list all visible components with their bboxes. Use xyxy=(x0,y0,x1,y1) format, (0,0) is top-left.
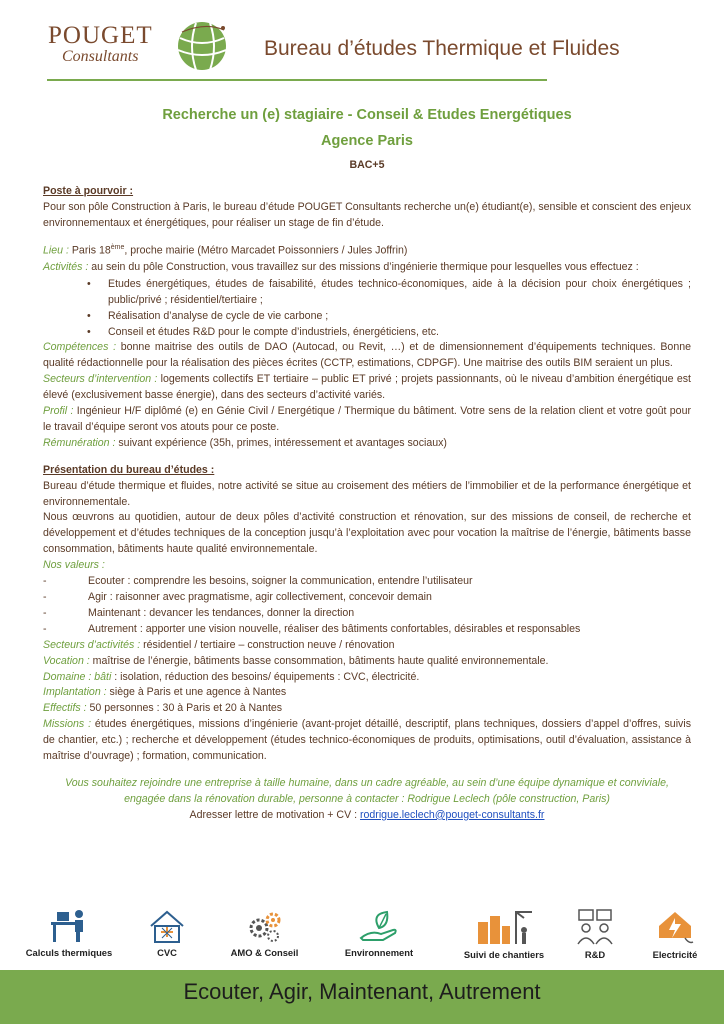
profil-value: Ingénieur H/F diplômé (e) en Génie Civil / Energétique / Thermique du bâtiment. Votre sens de la relation client et votre goût pour le travail d’équipe seront vos atouts pour ce poste. xyxy=(43,405,691,433)
lieu-line xyxy=(43,240,691,259)
research-team-icon xyxy=(575,908,615,946)
valeurs-label: Nos valeurs : xyxy=(43,559,105,572)
services-icon-row xyxy=(22,908,712,970)
presentation-paragraph-1: Bureau d’étude thermique et fluides, notre activité se situe au croisement des métiers de l’immobilier et de la performance énergétique et environnementale. xyxy=(43,479,691,508)
service-calculs-thermiques xyxy=(22,908,116,958)
footer-banner xyxy=(0,970,724,1024)
lieu-value: Paris 18 xyxy=(68,244,111,257)
effectifs-line xyxy=(43,701,691,717)
company-logo xyxy=(48,18,228,74)
effectifs-label: Effectifs : xyxy=(43,702,87,715)
globe-icon xyxy=(166,18,226,74)
presentation-paragraph-2: Nous œuvrons au quotidien, autour de deux pôles d’activité construction et rénovation, sur des missions de conseil, de recherche et développement et d’études techniques de la conception jusqu’à l’exploitation avec pour vocation la maîtrise de l’énergie, bâtiments basse consommation, bâtiments haute qualité environnementale. xyxy=(43,511,691,556)
list-item: • Conseil et études R&D pour le compte d’industriels, énergéticiens, etc. xyxy=(87,325,691,341)
job-posting xyxy=(43,108,691,824)
contact-line xyxy=(43,808,691,824)
implantation-value: siège à Paris et une agence à Nantes xyxy=(106,686,287,699)
service-label: R&D xyxy=(584,949,606,960)
list-item: • Etudes énergétiques, études de faisabilité, études technico-économiques, aide à la décision pour choix énergétiques ; public/privé ; résidentiel/tertiaire ; xyxy=(87,277,691,309)
footer-slogan: Ecouter, Agir, Maintenant, Autrement xyxy=(183,979,541,1004)
remuneration-value: suivant expérience (35h, primes, intéressement et avantages sociaux) xyxy=(115,436,447,449)
vocation-label: Vocation : xyxy=(43,654,90,667)
service-suivi-chantiers xyxy=(454,908,554,960)
service-electricite xyxy=(642,908,708,960)
missions-label: Missions : xyxy=(43,718,92,731)
poste-intro: Pour son pôle Construction à Paris, le bureau d’étude POUGET Consultants recherche un(e) étudiant(e), sensible et conscient des enjeux environnementaux et énergétiques, pour réaliser un stage de fin d’étude. xyxy=(43,200,691,229)
implantation-line xyxy=(43,685,691,701)
domaine-line xyxy=(43,670,691,686)
secteurs-intervention-label: Secteurs d’intervention : xyxy=(43,373,158,386)
hand-leaf-icon xyxy=(357,908,401,944)
service-amo-conseil xyxy=(217,908,312,958)
list-item: - Autrement : apporter une vision nouvelle, réaliser des bâtiments confortables, désirables et responsables xyxy=(43,622,691,638)
profil-line xyxy=(43,404,691,436)
missions-value: études énergétiques, missions d’ingénierie (avant-projet détaillé, descriptif, plans techniques, dossiers d’appel d’offres, suivis de chantier, etc.) ; recherche et développement (études technico-économiques de produits, optimisations, outil d’évaluation, assistance à maîtrise d’ouvrage) ; formation, communication. xyxy=(43,718,691,763)
logo-wordmark: POUGET xyxy=(48,22,153,49)
activites-label: Activités : xyxy=(43,260,89,273)
activites-value: au sein du pôle Construction, vous travaillez sur des missions d’ingénierie thermique pour lesquelles vous effectuez : xyxy=(88,260,639,273)
hvac-house-icon xyxy=(147,908,187,944)
section-heading-poste: Poste à pourvoir : xyxy=(43,184,134,197)
closing-invitation: Vous souhaitez rejoindre une entreprise à taille humaine, dans un cadre agréable, au sein d’une équipe dynamique et conviviale, engagée dans la rénovation durable, personne à contacter : Rodrigue Leclech (pôle construction, Paris) xyxy=(65,776,669,805)
list-item: - Ecouter : comprendre les besoins, soigner la communication, entendre l’utilisateur xyxy=(43,574,691,590)
service-label: Suivi de chantiers xyxy=(463,949,545,960)
lieu-label: Lieu : xyxy=(43,244,69,257)
remuneration-label: Rémunération : xyxy=(43,436,116,449)
vocation-value: maîtrise de l’énergie, bâtiments basse consommation, bâtiments haute qualité environnementale. xyxy=(89,654,549,667)
lieu-detail: , proche mairie (Métro Marcadet Poissonniers / Jules Joffrin) xyxy=(124,244,408,257)
secteurs-intervention-line xyxy=(43,372,691,404)
secteurs-activites-label: Secteurs d’activités : xyxy=(43,638,141,651)
service-label: Environnement xyxy=(344,947,414,958)
house-plug-icon xyxy=(655,908,695,946)
person-at-desk-icon xyxy=(49,908,89,944)
service-rd xyxy=(570,908,620,960)
lieu-superscript: ème xyxy=(110,244,125,252)
secteurs-activites-line xyxy=(43,638,691,654)
profil-label: Profil : xyxy=(43,405,74,418)
secteurs-activites-value: résidentiel / tertiaire – construction neuve / rénovation xyxy=(140,638,395,651)
domaine-label: Domaine : bâti xyxy=(43,670,112,683)
list-item: - Maintenant : devancer les tendances, donner la direction xyxy=(43,606,691,622)
implantation-label: Implantation : xyxy=(43,686,107,699)
remuneration-line xyxy=(43,436,691,452)
service-label: Electricité xyxy=(652,949,698,960)
posting-title: Recherche un (e) stagiaire - Conseil & Etudes Energétiques xyxy=(162,107,572,123)
competences-line xyxy=(43,340,691,372)
header-divider xyxy=(47,79,547,81)
vocation-line xyxy=(43,654,691,670)
competences-value: bonne maitrise des outils de DAO (Autocad, ou Revit, …) et de dimensionnement d’équipements techniques. Bonne qualité rédactionnelle pour la réalisation des pièces écrites (CCTP, estimations, CDPGF). Une maitrise des outils BIM seraient un plus. xyxy=(43,341,691,370)
education-level: BAC+5 xyxy=(349,158,385,171)
effectifs-value: 50 personnes : 30 à Paris et 20 à Nantes xyxy=(86,702,283,715)
service-label: Calculs thermiques xyxy=(25,947,113,958)
missions-line xyxy=(43,717,691,765)
activites-line xyxy=(43,260,691,276)
service-label: CVC xyxy=(157,947,177,958)
secteurs-intervention-value: logements collectifs ET tertiaire – public ET privé ; projets passionnants, où le niveau d’ambition énergétique est élevé (exclusivement basse énergie), dans des secteurs d’activité variés. xyxy=(43,373,691,402)
service-environnement xyxy=(334,908,424,958)
gears-icon xyxy=(245,908,285,944)
service-cvc xyxy=(132,908,202,958)
list-item: • Réalisation d’analyse de cycle de vie carbone ; xyxy=(87,309,691,325)
list-item: - Agir : raisonner avec pragmatisme, agir collectivement, concevoir demain xyxy=(43,590,691,606)
construction-site-icon xyxy=(474,908,534,946)
agency-title: Agence Paris xyxy=(321,132,413,149)
service-label: AMO & Conseil xyxy=(230,947,299,958)
valeurs-list xyxy=(43,574,691,638)
domaine-value: : isolation, réduction des besoins/ équipements : CVC, électricité. xyxy=(111,670,420,683)
contact-email-link[interactable]: rodrigue.leclech@pouget-consultants.fr xyxy=(359,808,545,821)
logo-subtitle: Consultants xyxy=(62,48,139,65)
activites-list xyxy=(43,277,691,341)
page-header xyxy=(0,0,724,90)
contact-prefix: Adresser lettre de motivation + CV : xyxy=(189,808,360,821)
competences-label: Compétences : xyxy=(43,341,117,354)
section-heading-presentation: Présentation du bureau d’études : xyxy=(43,463,215,476)
header-title: Bureau d’études Thermique et Fluides xyxy=(264,37,620,60)
